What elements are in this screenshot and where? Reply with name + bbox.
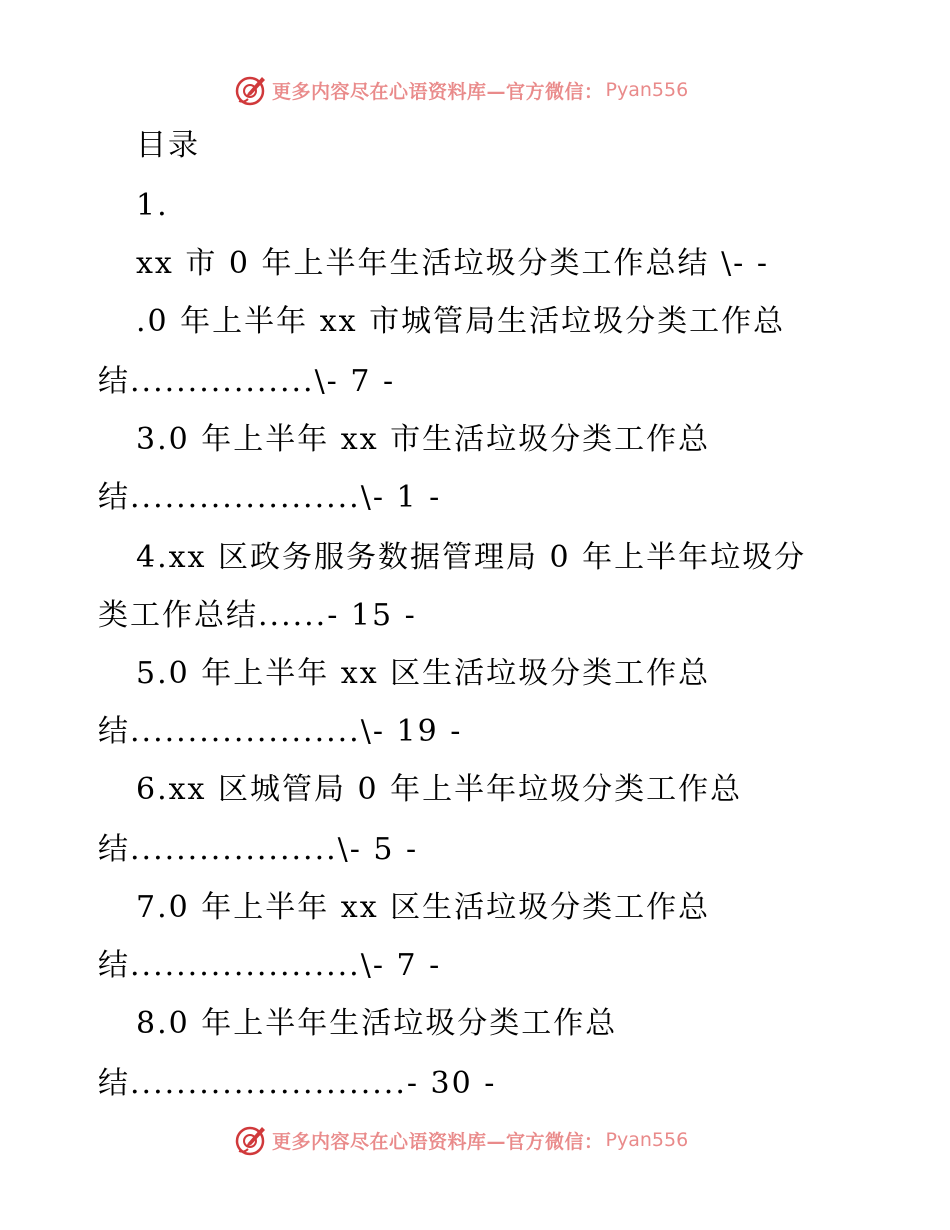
header-banner (234, 72, 734, 108)
toc-line: 1. (136, 188, 169, 223)
banner-text: 更多内容尽在心语资料库—官方微信： (272, 1130, 604, 1153)
toc-line: 8.0 年上半年生活垃圾分类工作总 (136, 1006, 618, 1041)
toc-line: 结........................- 30 - (98, 1066, 497, 1101)
banner-text: 更多内容尽在心语资料库—官方微信： (272, 80, 604, 103)
banner-wechat-id: Pyan556 (605, 1129, 689, 1151)
toc-line: 7.0 年上半年 xx 区生活垃圾分类工作总 (136, 890, 711, 925)
toc-line: .0 年上半年 xx 市城管局生活垃圾分类工作总 (136, 304, 786, 339)
toc-line: 结....................\- 19 - (98, 714, 463, 749)
footer-banner (234, 1122, 734, 1158)
toc-line: 5.0 年上半年 xx 区生活垃圾分类工作总 (136, 656, 711, 691)
toc-line: 结................\- 7 - (98, 364, 396, 399)
toc-line: 结....................\- 1 - (98, 480, 442, 515)
toc-line: 结....................\- 7 - (98, 948, 442, 983)
toc-line: 类工作总结......- 15 - (98, 598, 417, 633)
toc-line: 3.0 年上半年 xx 市生活垃圾分类工作总 (136, 422, 711, 457)
pen-nib-seal-icon (234, 73, 268, 107)
toc-line: 结..................\- 5 - (98, 832, 419, 867)
toc-line: 4.xx 区政务服务数据管理局 0 年上半年垃圾分 (136, 540, 807, 575)
toc-line: xx 市 0 年上半年生活垃圾分类工作总结 \- - (136, 246, 769, 281)
banner-wechat-id: Pyan556 (605, 79, 689, 101)
toc-title: 目录 (136, 128, 200, 163)
pen-nib-seal-icon (234, 1123, 268, 1157)
toc-line: 6.xx 区城管局 0 年上半年垃圾分类工作总 (136, 772, 743, 807)
